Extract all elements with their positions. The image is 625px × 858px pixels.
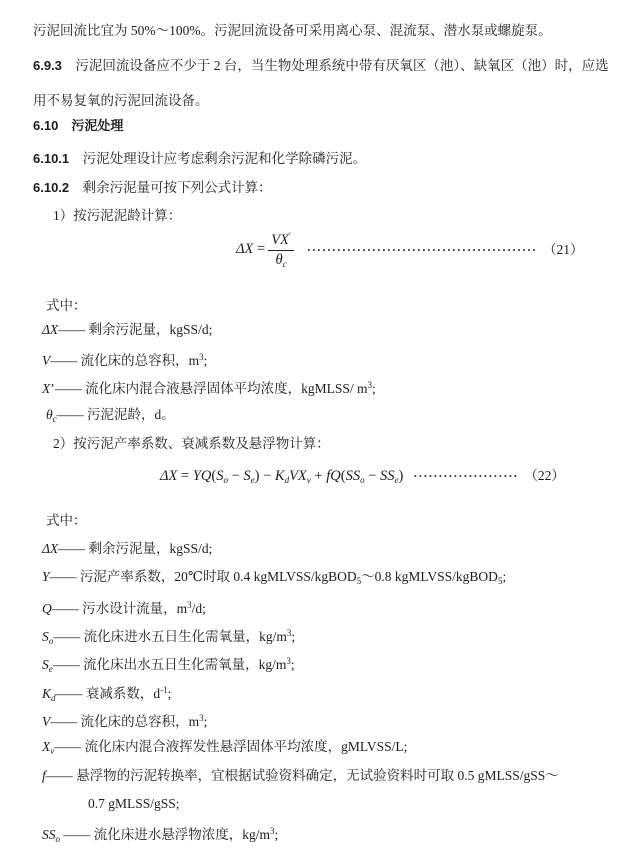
formula-22-dot-leader: ····················· (413, 469, 519, 483)
section-heading-6-10: 6.10 污泥处理 (33, 118, 124, 133)
definition-s-e: $S_e——$ 流化床出水五日生化需氧量，$kg/m^3$; (42, 656, 295, 674)
formula-21-fraction (267, 231, 295, 269)
definition-f: f—— 悬浮物的污泥转换率，宜根据试验资料确定，无试验资料时可取 0.5 gMLSS/gSS～ (42, 768, 559, 783)
formula-where-label-1: 式中： (46, 298, 87, 313)
clause-6-9-3-continued: 用不易复氧的污泥回流设备。 (33, 93, 209, 108)
definition-q: Q—— 污水设计流量，$m^3/d$; (42, 600, 206, 616)
formula-21-equation-number: （21） (542, 241, 584, 257)
formula-22 (160, 468, 565, 486)
definition-x-v: $X_v——$ 流化床内混合液挥发性悬浮固体平均浓度，gMLVSS/L; (42, 739, 408, 756)
formula-21-denominator: $\theta_c$ (268, 250, 293, 269)
definition-s-o: $S_o——$ 流化床进水五日生化需氧量，$kg/m^3$; (42, 628, 296, 646)
definition-y: Y—— 污泥产率系数，20℃时取 0.4 kgMLVSS/kgBOD$_5$～0.8 kgMLVSS/kgBOD$_5$; (42, 569, 507, 586)
definition-x-prime: X’—— 流化床内混合液悬浮固体平均浓度，kgMLSS/ $m^3$; (42, 380, 376, 396)
definition-v-2: V—— 流化床的总容积，$m^3$; (42, 713, 208, 729)
definition-delta-x-2: ΔX—— 剩余污泥量，kgSS/d; (42, 541, 213, 556)
definition-v: V—— 流化床的总容积，$m^3$; (42, 352, 208, 368)
definition-theta-c: $\theta_c——$ 污泥泥龄，d。 (46, 407, 175, 424)
definition-delta-x: ΔX—— 剩余污泥量，kgSS/d; (42, 322, 213, 337)
list-item-2-label: 2）按污泥产率系数、衰减系数及悬浮物计算： (53, 436, 330, 451)
formula-21-lhs: ΔX = (236, 241, 266, 258)
formula-21-numerator: VX′ (271, 231, 291, 248)
definition-k-d: $K_d——$ 衰减系数，$d^{-1}$; (42, 685, 172, 703)
clause-6-9-3: 6.9.3 污泥回流设备应不少于 2 台，当生物处理系统中带有厌氧区（池）、缺氧区（池）时，应选 (33, 58, 609, 73)
clause-6-10-2: 6.10.2 剩余污泥量可按下列公式计算： (33, 180, 272, 195)
definition-ss-o: $SS_o$ —— 流化床进水悬浮物浓度，$kg/m^3$; (42, 826, 279, 844)
formula-21-dot-leader: ·············································· (306, 242, 537, 257)
formula-21 (236, 231, 583, 269)
definition-f-continued: 0.7 gMLSS/gSS; (88, 796, 180, 811)
clause-6-10-1: 6.10.1 污泥处理设计应考虑剩余污泥和化学除磷污泥。 (33, 151, 367, 166)
formula-22-expression: $\Delta X = YQ(S_o - S_e) - K_dVX_v + fQ(SS_o - SS_e)$ (160, 468, 404, 485)
formula-where-label-2: 式中： (46, 513, 87, 528)
paragraph-sludge-return-ratio: 污泥回流比宜为 50%～100%。污泥回流设备可采用离心泵、混流泵、潜水泵或螺旋泵。 (33, 23, 552, 38)
list-item-1-label: 1）按污泥泥龄计算： (53, 208, 182, 223)
formula-22-equation-number: （22） (524, 468, 565, 483)
